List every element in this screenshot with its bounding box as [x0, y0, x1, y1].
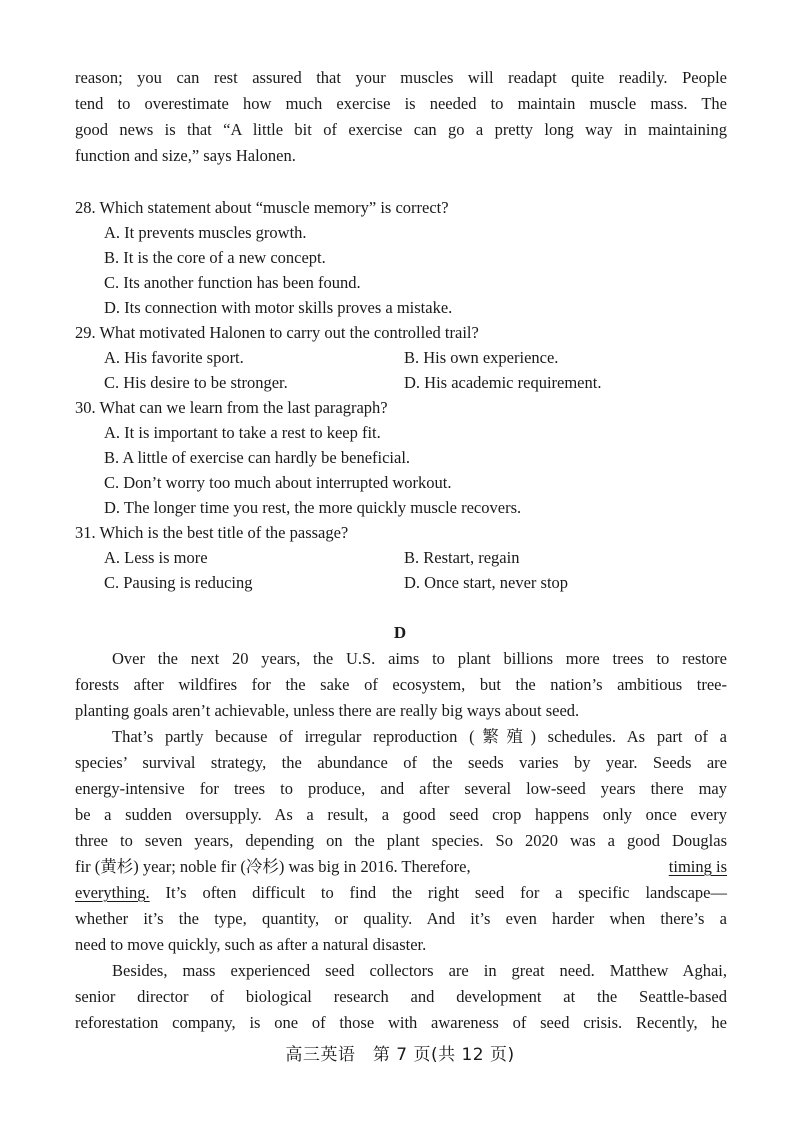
- passage-line: forests after wildfires for the sake of ecosystem, but the nation’s ambitious tree-: [75, 675, 727, 694]
- section-heading-d: D: [393, 623, 407, 642]
- underlined-phrase: timing is: [668, 857, 727, 876]
- q31-option-a: A. Less is more: [104, 548, 208, 567]
- passage-line: reason; you can rest assured that your muscles will readapt quite readily. People: [75, 68, 727, 87]
- q29-option-a: A. His favorite sport.: [104, 348, 244, 367]
- passage-line: [75, 857, 727, 877]
- q30-option-c: C. Don’t worry too much about interrupted workout.: [104, 473, 452, 492]
- question-number: 30.: [75, 398, 96, 417]
- q29-option-c: C. His desire to be stronger.: [104, 373, 288, 392]
- question-number: 29.: [75, 323, 96, 342]
- q29-option-b: B. His own experience.: [404, 348, 559, 367]
- passage-line: whether it’s the type, quantity, or quality. And it’s even harder when there’s a: [75, 909, 727, 928]
- q31-option-b: B. Restart, regain: [404, 548, 520, 567]
- passage-line: three to seven years, depending on the plant species. So 2020 was a good Douglas: [75, 831, 727, 850]
- question-stem: Which statement about “muscle memory” is correct?: [99, 198, 449, 217]
- question-number: 28.: [75, 198, 96, 217]
- q28-option-a: A. It prevents muscles growth.: [104, 223, 307, 242]
- q30-option-a: A. It is important to take a rest to keep fit.: [104, 423, 381, 442]
- passage-line: need to move quickly, such as after a natural disaster.: [75, 935, 427, 954]
- passage-line: be a sudden oversupply. As a result, a good seed crop happens only once every: [75, 805, 727, 824]
- underlined-phrase: everything.: [75, 883, 150, 902]
- question-28: [75, 198, 727, 218]
- passage-line: [75, 883, 727, 903]
- question-stem: What can we learn from the last paragraph?: [99, 398, 388, 417]
- passage-line: good news is that “A little bit of exercise can go a pretty long way in maintaining: [75, 120, 727, 139]
- q30-option-b: B. A little of exercise can hardly be beneficial.: [104, 448, 411, 467]
- question-30: [75, 398, 727, 418]
- passage-line: tend to overestimate how much exercise is needed to maintain muscle mass. The: [75, 94, 727, 113]
- q30-option-d: D. The longer time you rest, the more quickly muscle recovers.: [104, 498, 522, 517]
- q28-option-d: D. Its connection with motor skills proves a mistake.: [104, 298, 453, 317]
- question-stem: Which is the best title of the passage?: [99, 523, 349, 542]
- passage-line: species’ survival strategy, the abundance of the seeds varies by year. Seeds are: [75, 753, 727, 772]
- q31-option-c: C. Pausing is reducing: [104, 573, 253, 592]
- page-footer: 高三英语 第 7 页(共 12 页): [285, 1045, 515, 1065]
- passage-line: reforestation company, is one of those with awareness of seed crisis. Recently, he: [75, 1013, 727, 1032]
- passage-line: That’s partly because of irregular reproduction (繁殖) schedules. As part of a: [112, 727, 727, 746]
- q28-option-c: C. Its another function has been found.: [104, 273, 361, 292]
- passage-line: energy-intensive for trees to produce, and after several low-seed years there may: [75, 779, 727, 798]
- question-29: [75, 323, 727, 343]
- passage-line: function and size,” says Halonen.: [75, 146, 296, 165]
- question-31: [75, 523, 727, 543]
- passage-line: planting goals aren’t achievable, unless there are really big ways about seed.: [75, 701, 580, 720]
- q28-option-b: B. It is the core of a new concept.: [104, 248, 326, 267]
- question-number: 31.: [75, 523, 96, 542]
- passage-text: fir (黄杉) year; noble fir (冷杉) was big in 2016. Therefore,: [75, 857, 471, 876]
- question-stem: What motivated Halonen to carry out the controlled trail?: [99, 323, 479, 342]
- passage-line: senior director of biological research and development at the Seattle-based: [75, 987, 727, 1006]
- passage-line: Besides, mass experienced seed collectors are in great need. Matthew Aghai,: [112, 961, 727, 980]
- q31-option-d: D. Once start, never stop: [404, 573, 569, 592]
- passage-text: It’s often difficult to find the right seed for a specific landscape—: [149, 883, 727, 902]
- passage-line: Over the next 20 years, the U.S. aims to plant billions more trees to restore: [112, 649, 727, 668]
- q29-option-d: D. His academic requirement.: [404, 373, 602, 392]
